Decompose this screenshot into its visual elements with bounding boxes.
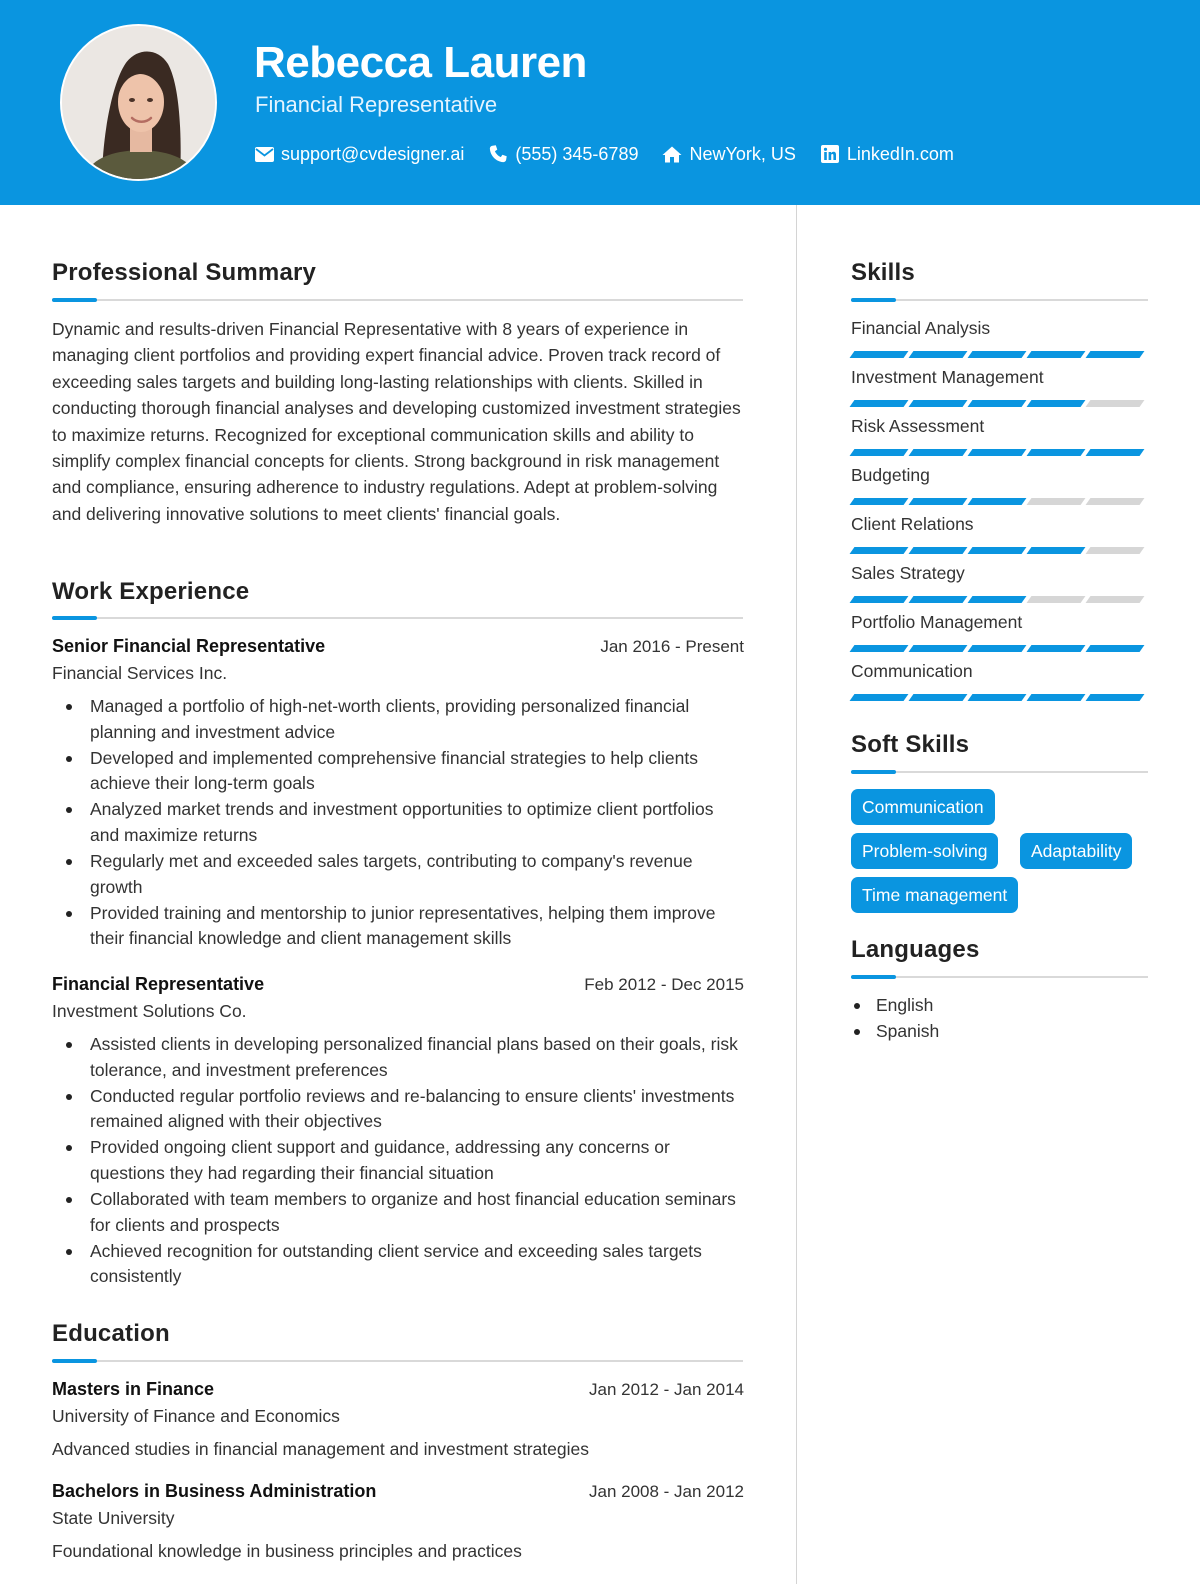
avatar-portrait-icon (62, 26, 217, 181)
skill-level-bar (852, 449, 1145, 456)
skill-name: Portfolio Management (851, 612, 1023, 632)
list-item: Collaborated with team members to organize and host financial education seminars for clients and prospects (52, 1187, 742, 1238)
skill-level-segment (1086, 694, 1145, 701)
skill-level-segment (968, 694, 1027, 701)
envelope-icon (254, 144, 274, 164)
section-rule (52, 299, 743, 301)
list-item: Spanish (851, 1019, 939, 1045)
skill-level-segment (1086, 498, 1145, 505)
section-rule (851, 976, 1148, 978)
skill-level-bar (852, 400, 1145, 407)
contact-location-text: NewYork, US (689, 143, 796, 164)
section-heading-languages: Languages (851, 936, 980, 963)
skill-level-segment (1086, 351, 1145, 358)
job-company: Investment Solutions Co. (52, 1001, 247, 1021)
list-item: Managed a portfolio of high-net-worth clients, providing personalized financial planning and investment advice (52, 694, 742, 745)
section-rule (851, 771, 1148, 773)
column-divider (796, 205, 797, 1584)
skill-level-segment (1086, 449, 1145, 456)
skill-level-segment (909, 400, 968, 407)
skill-level-segment (909, 351, 968, 358)
skill-level-segment (909, 596, 968, 603)
skill-level-segment (909, 694, 968, 701)
list-item: Regularly met and exceeded sales targets, contributing to company's revenue growth (52, 849, 742, 900)
section-heading-skills: Skills (851, 259, 915, 286)
skill-level-segment (968, 596, 1027, 603)
job-title: Senior Financial Representative (52, 636, 326, 656)
degree-title: Bachelors in Business Administration (52, 1481, 377, 1501)
skill-level-segment (1086, 400, 1145, 407)
skill-level-segment (850, 596, 909, 603)
skill-level-segment (968, 449, 1027, 456)
skill-level-segment (850, 547, 909, 554)
contact-location (662, 144, 795, 165)
job-title: Financial Representative (52, 974, 265, 994)
list-item: English (851, 993, 939, 1019)
list-item: Achieved recognition for outstanding client service and exceeding sales targets consistently (52, 1239, 742, 1290)
candidate-title: Financial Representative (255, 92, 498, 117)
job-dates: Jan 2016 - Present (600, 637, 744, 656)
list-item: Conducted regular portfolio reviews and re-balancing to ensure clients' investments remained aligned with their objectives (52, 1084, 742, 1135)
degree-description: Foundational knowledge in business principles and practices (52, 1541, 522, 1561)
job-bullets (52, 694, 742, 952)
section-heading-summary: Professional Summary (52, 259, 317, 286)
skill-level-segment (1086, 645, 1145, 652)
skill-name: Communication (851, 661, 973, 681)
contact-email-text: support@cvdesigner.ai (281, 143, 465, 164)
skill-level-segment (850, 400, 909, 407)
skill-name: Investment Management (851, 367, 1044, 387)
skill-level-segment (909, 449, 968, 456)
skill-level-segment (1027, 498, 1086, 505)
list-item: Analyzed market trends and investment opportunities to optimize client portfolios and maximize returns (52, 797, 742, 848)
job-dates: Feb 2012 - Dec 2015 (584, 975, 744, 994)
skill-level-segment (850, 449, 909, 456)
degree-description: Advanced studies in financial management and investment strategies (52, 1439, 589, 1459)
skill-name: Sales Strategy (851, 563, 965, 583)
skill-level-segment (1027, 694, 1086, 701)
soft-skill-tag: Adaptability (1020, 833, 1132, 869)
contact-linkedin[interactable] (820, 144, 954, 165)
skill-level-segment (909, 498, 968, 505)
resume-header (0, 0, 1200, 205)
section-rule (851, 299, 1148, 301)
section-heading-experience: Work Experience (52, 578, 250, 605)
section-rule (52, 1360, 743, 1362)
soft-skill-tag: Time management (851, 877, 1018, 913)
candidate-name: Rebecca Lauren (254, 38, 587, 87)
list-item: Developed and implemented comprehensive financial strategies to help clients achieve their long-term goals (52, 746, 742, 797)
skill-level-segment (850, 498, 909, 505)
skill-level-segment (1086, 596, 1145, 603)
skill-level-segment (909, 645, 968, 652)
soft-skill-tag: Problem-solving (851, 833, 998, 869)
skill-level-segment (1027, 351, 1086, 358)
skill-level-bar (852, 351, 1145, 358)
contact-email[interactable] (254, 144, 464, 165)
soft-skill-tag: Communication (851, 789, 995, 825)
list-item: Provided ongoing client support and guidance, addressing any concerns or questions they had regarding their financial situation (52, 1135, 742, 1186)
skill-level-segment (1027, 596, 1086, 603)
skill-level-bar (852, 645, 1145, 652)
section-heading-soft-skills: Soft Skills (851, 731, 970, 758)
skill-level-segment (1027, 547, 1086, 554)
phone-icon (488, 144, 508, 164)
degree-title: Masters in Finance (52, 1379, 215, 1399)
skill-level-segment (968, 351, 1027, 358)
school-name: University of Finance and Economics (52, 1406, 340, 1426)
linkedin-icon (820, 144, 840, 164)
section-rule (52, 617, 743, 619)
contact-bar (254, 141, 978, 167)
skill-level-bar (852, 694, 1145, 701)
skill-level-segment (968, 645, 1027, 652)
skill-level-segment (1086, 547, 1145, 554)
list-item: Provided training and mentorship to junior representatives, helping them improve their financial knowledge and client management skills (52, 901, 742, 952)
skill-level-bar (852, 596, 1145, 603)
skill-level-segment (1027, 449, 1086, 456)
skill-level-segment (1027, 645, 1086, 652)
skill-level-segment (850, 351, 909, 358)
skill-name: Client Relations (851, 514, 974, 534)
skill-level-bar (852, 547, 1145, 554)
skill-level-segment (1027, 400, 1086, 407)
skill-name: Financial Analysis (851, 318, 991, 338)
skill-level-segment (968, 400, 1027, 407)
degree-dates: Jan 2012 - Jan 2014 (588, 1380, 744, 1399)
languages-list (851, 993, 939, 1044)
skill-name: Risk Assessment (851, 416, 985, 436)
degree-dates: Jan 2008 - Jan 2012 (588, 1482, 744, 1501)
contact-phone-text: (555) 345-6789 (515, 143, 639, 164)
job-company: Financial Services Inc. (52, 663, 228, 683)
contact-phone[interactable] (488, 144, 638, 165)
home-icon (662, 144, 682, 164)
skill-level-segment (850, 645, 909, 652)
skill-level-bar (852, 498, 1145, 505)
school-name: State University (52, 1508, 175, 1528)
skill-level-segment (909, 547, 968, 554)
job-bullets (52, 1032, 742, 1290)
profile-photo (60, 24, 217, 181)
skill-level-segment (968, 498, 1027, 505)
section-heading-education: Education (52, 1320, 170, 1347)
skill-level-segment (850, 694, 909, 701)
skill-level-segment (968, 547, 1027, 554)
list-item: Assisted clients in developing personalized financial plans based on their goals, risk tolerance, and investment preferences (52, 1032, 742, 1083)
summary-text: Dynamic and results-driven Financial Representative with 8 years of experience in managing client portfolios and providing expert financial advice. Proven track record of exceeding sales targets and building long-lasting relationships with clients. Skilled in conducting thorough financial analyses and developing customized investment strategies to maximize returns. Recognized for exceptional communication skills and ability to simplify complex financial concepts for clients. Strong background in risk management and compliance, ensuring adherence to industry regulations. Adept at problem-solving and delivering innovative solutions to meet clients' financial goals. (52, 319, 741, 524)
contact-linkedin-text: LinkedIn.com (846, 143, 954, 164)
skill-name: Budgeting (851, 465, 930, 485)
